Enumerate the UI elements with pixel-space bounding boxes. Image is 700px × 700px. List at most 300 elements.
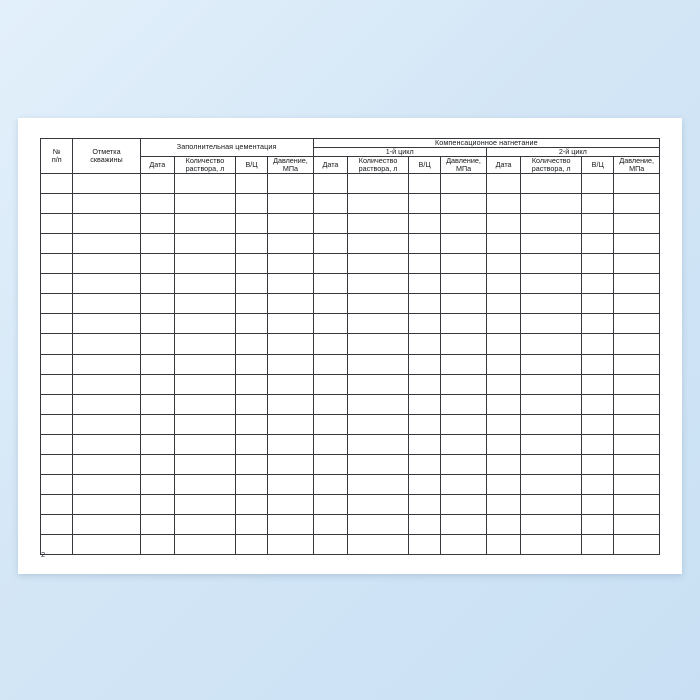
table-cell[interactable] — [235, 475, 267, 495]
table-body — [41, 173, 660, 555]
table-cell[interactable] — [441, 233, 486, 253]
table-cell[interactable] — [268, 475, 313, 495]
table-cell[interactable] — [140, 394, 175, 414]
table-cell[interactable] — [581, 193, 613, 213]
page-number: 2 — [41, 550, 46, 559]
table-cell[interactable] — [581, 213, 613, 233]
table-cell[interactable] — [486, 535, 521, 555]
table-cell[interactable] — [73, 394, 140, 414]
table-cell[interactable] — [140, 233, 175, 253]
table-cell[interactable] — [614, 374, 660, 394]
table-cell[interactable] — [313, 455, 348, 475]
table-cell[interactable] — [441, 334, 486, 354]
table-cell[interactable] — [408, 434, 440, 454]
table-cell[interactable] — [486, 274, 521, 294]
table-cell[interactable] — [486, 434, 521, 454]
table-cell[interactable] — [348, 254, 409, 274]
table-cell[interactable] — [441, 173, 486, 193]
table-cell[interactable] — [73, 535, 140, 555]
table-cell[interactable] — [175, 475, 236, 495]
table-cell[interactable] — [73, 334, 140, 354]
table-cell[interactable] — [521, 193, 582, 213]
table-cell[interactable] — [408, 354, 440, 374]
table-cell[interactable] — [486, 314, 521, 334]
table-cell[interactable] — [521, 173, 582, 193]
table-cell[interactable] — [41, 394, 73, 414]
table-cell[interactable] — [268, 434, 313, 454]
table-cell[interactable] — [235, 314, 267, 334]
table-cell[interactable] — [313, 475, 348, 495]
table-cell[interactable] — [175, 455, 236, 475]
table-cell[interactable] — [313, 213, 348, 233]
table-row — [41, 213, 660, 233]
table-cell[interactable] — [235, 495, 267, 515]
table-cell[interactable] — [441, 374, 486, 394]
table-cell[interactable] — [175, 495, 236, 515]
table-cell[interactable] — [408, 535, 440, 555]
table-cell[interactable] — [521, 475, 582, 495]
table-cell[interactable] — [408, 173, 440, 193]
header-cycle1-date: Дата — [313, 156, 348, 173]
table-cell[interactable] — [348, 213, 409, 233]
table-cell[interactable] — [614, 173, 660, 193]
table-cell[interactable] — [441, 274, 486, 294]
table-cell[interactable] — [41, 254, 73, 274]
table-cell[interactable] — [73, 455, 140, 475]
table-cell[interactable] — [73, 495, 140, 515]
table-cell[interactable] — [348, 334, 409, 354]
table-cell[interactable] — [313, 535, 348, 555]
table-cell[interactable] — [268, 274, 313, 294]
table-cell[interactable] — [408, 254, 440, 274]
table-cell[interactable] — [441, 535, 486, 555]
table-cell[interactable] — [175, 254, 236, 274]
table-cell[interactable] — [441, 354, 486, 374]
table-row — [41, 414, 660, 434]
table-cell[interactable] — [313, 233, 348, 253]
table-cell[interactable] — [175, 374, 236, 394]
table-cell[interactable] — [268, 254, 313, 274]
registration-table — [40, 138, 660, 555]
table-cell[interactable] — [521, 394, 582, 414]
table-cell[interactable] — [348, 475, 409, 495]
header-number-line2: п/п — [51, 154, 62, 164]
table-cell[interactable] — [521, 374, 582, 394]
table-row — [41, 434, 660, 454]
header-fill-date: Дата — [140, 156, 175, 173]
table-cell[interactable] — [235, 233, 267, 253]
table-cell[interactable] — [408, 294, 440, 314]
table-cell[interactable] — [581, 414, 613, 434]
table-row — [41, 254, 660, 274]
table-cell[interactable] — [408, 274, 440, 294]
table-cell[interactable] — [73, 515, 140, 535]
table-cell[interactable] — [41, 434, 73, 454]
table-cell[interactable] — [521, 535, 582, 555]
table-cell[interactable] — [521, 233, 582, 253]
table-cell[interactable] — [41, 535, 73, 555]
table-cell[interactable] — [408, 213, 440, 233]
table-cell[interactable] — [140, 374, 175, 394]
table-cell[interactable] — [348, 274, 409, 294]
table-cell[interactable] — [313, 314, 348, 334]
table-cell[interactable] — [73, 354, 140, 374]
table-cell[interactable] — [614, 294, 660, 314]
table-cell[interactable] — [175, 535, 236, 555]
table-cell[interactable] — [175, 274, 236, 294]
table-cell[interactable] — [348, 374, 409, 394]
table-cell[interactable] — [41, 294, 73, 314]
table-cell[interactable] — [235, 213, 267, 233]
table-cell[interactable] — [521, 515, 582, 535]
document-page — [18, 118, 682, 574]
table-cell[interactable] — [614, 535, 660, 555]
table-cell[interactable] — [486, 334, 521, 354]
table-cell[interactable] — [235, 535, 267, 555]
header-fill-amount-line2: раствора, л — [185, 163, 225, 173]
table-cell[interactable] — [140, 495, 175, 515]
table-cell[interactable] — [73, 475, 140, 495]
table-cell[interactable] — [441, 515, 486, 535]
table-cell[interactable] — [348, 314, 409, 334]
table-cell[interactable] — [614, 434, 660, 454]
table-cell[interactable] — [581, 173, 613, 193]
table-cell[interactable] — [486, 173, 521, 193]
table-cell[interactable] — [348, 394, 409, 414]
table-cell[interactable] — [268, 294, 313, 314]
table-cell[interactable] — [441, 254, 486, 274]
table-cell[interactable] — [486, 193, 521, 213]
table-cell[interactable] — [268, 374, 313, 394]
table-cell[interactable] — [486, 254, 521, 274]
table-cell[interactable] — [486, 515, 521, 535]
table-cell[interactable] — [614, 394, 660, 414]
table-cell[interactable] — [175, 213, 236, 233]
table-cell[interactable] — [140, 475, 175, 495]
table-cell[interactable] — [140, 274, 175, 294]
table-cell[interactable] — [348, 535, 409, 555]
table-cell[interactable] — [441, 213, 486, 233]
table-cell[interactable] — [73, 434, 140, 454]
table-cell[interactable] — [348, 233, 409, 253]
table-cell[interactable] — [235, 374, 267, 394]
table-cell[interactable] — [140, 414, 175, 434]
table-cell[interactable] — [313, 515, 348, 535]
table-cell[interactable] — [521, 495, 582, 515]
table-cell[interactable] — [73, 173, 140, 193]
table-cell[interactable] — [41, 354, 73, 374]
table-cell[interactable] — [140, 455, 175, 475]
header-cycle1-wc: В/Ц — [408, 156, 440, 173]
header-cycle1-pressure-line1: Давление, — [446, 155, 481, 165]
table-cell[interactable] — [348, 294, 409, 314]
table-cell[interactable] — [313, 374, 348, 394]
table-cell[interactable] — [175, 314, 236, 334]
table-cell[interactable] — [73, 374, 140, 394]
table-cell[interactable] — [73, 294, 140, 314]
table-cell[interactable] — [581, 394, 613, 414]
table-cell[interactable] — [486, 475, 521, 495]
table-cell[interactable] — [581, 294, 613, 314]
table-cell[interactable] — [313, 354, 348, 374]
table-cell[interactable] — [73, 274, 140, 294]
table-cell[interactable] — [521, 314, 582, 334]
table-cell[interactable] — [581, 254, 613, 274]
table-cell[interactable] — [41, 515, 73, 535]
table-cell[interactable] — [41, 495, 73, 515]
table-cell[interactable] — [614, 334, 660, 354]
table-cell[interactable] — [268, 354, 313, 374]
table-cell[interactable] — [235, 414, 267, 434]
table-cell[interactable] — [268, 414, 313, 434]
table-cell[interactable] — [235, 434, 267, 454]
table-cell[interactable] — [140, 254, 175, 274]
table-cell[interactable] — [348, 455, 409, 475]
table-cell[interactable] — [268, 394, 313, 414]
table-cell[interactable] — [175, 334, 236, 354]
header-cycle1-pressure — [441, 156, 486, 173]
table-cell[interactable] — [41, 274, 73, 294]
table-cell[interactable] — [175, 414, 236, 434]
table-row — [41, 314, 660, 334]
table-cell[interactable] — [235, 354, 267, 374]
table-cell[interactable] — [441, 414, 486, 434]
table-cell[interactable] — [581, 334, 613, 354]
table-cell[interactable] — [408, 374, 440, 394]
table-cell[interactable] — [614, 254, 660, 274]
table-cell[interactable] — [441, 475, 486, 495]
table-cell[interactable] — [313, 434, 348, 454]
table-cell[interactable] — [41, 475, 73, 495]
table-cell[interactable] — [268, 334, 313, 354]
table-cell[interactable] — [348, 414, 409, 434]
table-cell[interactable] — [140, 354, 175, 374]
table-cell[interactable] — [581, 434, 613, 454]
table-cell[interactable] — [348, 495, 409, 515]
table-cell[interactable] — [441, 394, 486, 414]
table-cell[interactable] — [235, 334, 267, 354]
header-number-line1: № — [52, 146, 61, 156]
table-cell[interactable] — [408, 233, 440, 253]
table-cell[interactable] — [441, 193, 486, 213]
table-cell[interactable] — [348, 354, 409, 374]
table-row — [41, 274, 660, 294]
table-row — [41, 515, 660, 535]
table-cell[interactable] — [581, 495, 613, 515]
table-cell[interactable] — [521, 414, 582, 434]
table-cell[interactable] — [441, 434, 486, 454]
header-group-compensation-injection: Компенсационное нагнетание — [313, 139, 659, 148]
table-cell[interactable] — [268, 233, 313, 253]
table-cell[interactable] — [313, 274, 348, 294]
table-cell[interactable] — [268, 495, 313, 515]
table-cell[interactable] — [235, 193, 267, 213]
table-cell[interactable] — [408, 455, 440, 475]
table-cell[interactable] — [581, 455, 613, 475]
header-fill-pressure-line1: Давление, — [273, 155, 308, 165]
table-cell[interactable] — [41, 213, 73, 233]
table-cell[interactable] — [581, 233, 613, 253]
table-cell[interactable] — [41, 334, 73, 354]
table-cell[interactable] — [73, 254, 140, 274]
table-cell[interactable] — [581, 274, 613, 294]
table-cell[interactable] — [268, 314, 313, 334]
header-cycle2-amount — [521, 156, 582, 173]
table-cell[interactable] — [614, 213, 660, 233]
table-cell[interactable] — [73, 414, 140, 434]
table-cell[interactable] — [486, 294, 521, 314]
table-cell[interactable] — [235, 274, 267, 294]
table-cell[interactable] — [521, 213, 582, 233]
table-cell[interactable] — [175, 515, 236, 535]
table-cell[interactable] — [441, 314, 486, 334]
table-cell[interactable] — [348, 193, 409, 213]
table-cell[interactable] — [140, 213, 175, 233]
table-row — [41, 233, 660, 253]
table-cell[interactable] — [175, 233, 236, 253]
table-cell[interactable] — [521, 455, 582, 475]
table-cell[interactable] — [313, 394, 348, 414]
table-cell[interactable] — [313, 334, 348, 354]
table-cell[interactable] — [408, 414, 440, 434]
table-cell[interactable] — [614, 274, 660, 294]
table-cell[interactable] — [581, 515, 613, 535]
table-cell[interactable] — [235, 455, 267, 475]
table-cell[interactable] — [41, 173, 73, 193]
table-cell[interactable] — [73, 314, 140, 334]
table-cell[interactable] — [140, 515, 175, 535]
table-cell[interactable] — [313, 414, 348, 434]
table-cell[interactable] — [268, 193, 313, 213]
table-cell[interactable] — [486, 213, 521, 233]
table-cell[interactable] — [408, 495, 440, 515]
table-cell[interactable] — [73, 233, 140, 253]
table-cell[interactable] — [408, 193, 440, 213]
table-cell[interactable] — [614, 515, 660, 535]
table-cell[interactable] — [486, 495, 521, 515]
table-cell[interactable] — [408, 515, 440, 535]
table-cell[interactable] — [614, 193, 660, 213]
table-cell[interactable] — [313, 193, 348, 213]
table-cell[interactable] — [521, 254, 582, 274]
table-cell[interactable] — [581, 535, 613, 555]
table-cell[interactable] — [41, 314, 73, 334]
table-cell[interactable] — [140, 173, 175, 193]
table-cell[interactable] — [441, 495, 486, 515]
table-cell[interactable] — [614, 354, 660, 374]
table-cell[interactable] — [408, 394, 440, 414]
table-cell[interactable] — [313, 294, 348, 314]
table-cell[interactable] — [521, 334, 582, 354]
table-cell[interactable] — [581, 374, 613, 394]
table-cell[interactable] — [235, 173, 267, 193]
table-cell[interactable] — [348, 173, 409, 193]
table-cell[interactable] — [268, 173, 313, 193]
table-cell[interactable] — [41, 193, 73, 213]
table-cell[interactable] — [486, 414, 521, 434]
table-cell[interactable] — [614, 314, 660, 334]
table-cell[interactable] — [441, 455, 486, 475]
table-cell[interactable] — [408, 475, 440, 495]
table-cell[interactable] — [235, 394, 267, 414]
table-cell[interactable] — [175, 434, 236, 454]
table-cell[interactable] — [41, 374, 73, 394]
header-fill-pressure — [268, 156, 313, 173]
table-cell[interactable] — [521, 434, 582, 454]
table-cell[interactable] — [41, 455, 73, 475]
table-cell[interactable] — [581, 354, 613, 374]
table-cell[interactable] — [268, 535, 313, 555]
table-cell[interactable] — [581, 314, 613, 334]
table-cell[interactable] — [140, 535, 175, 555]
table-cell[interactable] — [614, 475, 660, 495]
table-cell[interactable] — [140, 193, 175, 213]
table-cell[interactable] — [614, 233, 660, 253]
table-cell[interactable] — [268, 455, 313, 475]
table-cell[interactable] — [614, 414, 660, 434]
table-cell[interactable] — [486, 394, 521, 414]
table-cell[interactable] — [486, 455, 521, 475]
table-cell[interactable] — [521, 274, 582, 294]
header-cycle1-amount-line2: раствора, л — [358, 163, 398, 173]
table-cell[interactable] — [41, 233, 73, 253]
table-cell[interactable] — [140, 314, 175, 334]
table-cell[interactable] — [73, 193, 140, 213]
table-cell[interactable] — [140, 294, 175, 314]
table-cell[interactable] — [175, 173, 236, 193]
table-cell[interactable] — [235, 254, 267, 274]
table-cell[interactable] — [313, 495, 348, 515]
header-cycle2-pressure — [614, 156, 660, 173]
table-cell[interactable] — [313, 254, 348, 274]
table-cell[interactable] — [41, 414, 73, 434]
table-cell[interactable] — [441, 294, 486, 314]
header-cycle1-pressure-line2: МПа — [455, 163, 472, 173]
header-well-line1: Отметка — [92, 146, 121, 156]
table-cell[interactable] — [348, 434, 409, 454]
header-well-line2: скважины — [90, 154, 123, 164]
table-row — [41, 193, 660, 213]
table-cell[interactable] — [486, 374, 521, 394]
table-cell[interactable] — [614, 495, 660, 515]
table-cell[interactable] — [73, 213, 140, 233]
header-cycle2-date: Дата — [486, 156, 521, 173]
table-cell[interactable] — [175, 354, 236, 374]
table-cell[interactable] — [486, 233, 521, 253]
table-cell[interactable] — [175, 193, 236, 213]
table-row — [41, 334, 660, 354]
table-cell[interactable] — [175, 394, 236, 414]
table-row — [41, 475, 660, 495]
header-fill-amount-line1: Количество — [185, 155, 225, 165]
table-cell[interactable] — [408, 314, 440, 334]
table-cell[interactable] — [235, 515, 267, 535]
table-cell[interactable] — [486, 354, 521, 374]
table-cell[interactable] — [614, 455, 660, 475]
table-cell[interactable] — [140, 434, 175, 454]
table-cell[interactable] — [313, 173, 348, 193]
table-cell[interactable] — [175, 294, 236, 314]
table-cell[interactable] — [268, 515, 313, 535]
table-cell[interactable] — [348, 515, 409, 535]
table-cell[interactable] — [408, 334, 440, 354]
table-cell[interactable] — [235, 294, 267, 314]
table-cell[interactable] — [581, 475, 613, 495]
table-cell[interactable] — [521, 354, 582, 374]
table-cell[interactable] — [140, 334, 175, 354]
table-cell[interactable] — [268, 213, 313, 233]
table-cell[interactable] — [521, 294, 582, 314]
